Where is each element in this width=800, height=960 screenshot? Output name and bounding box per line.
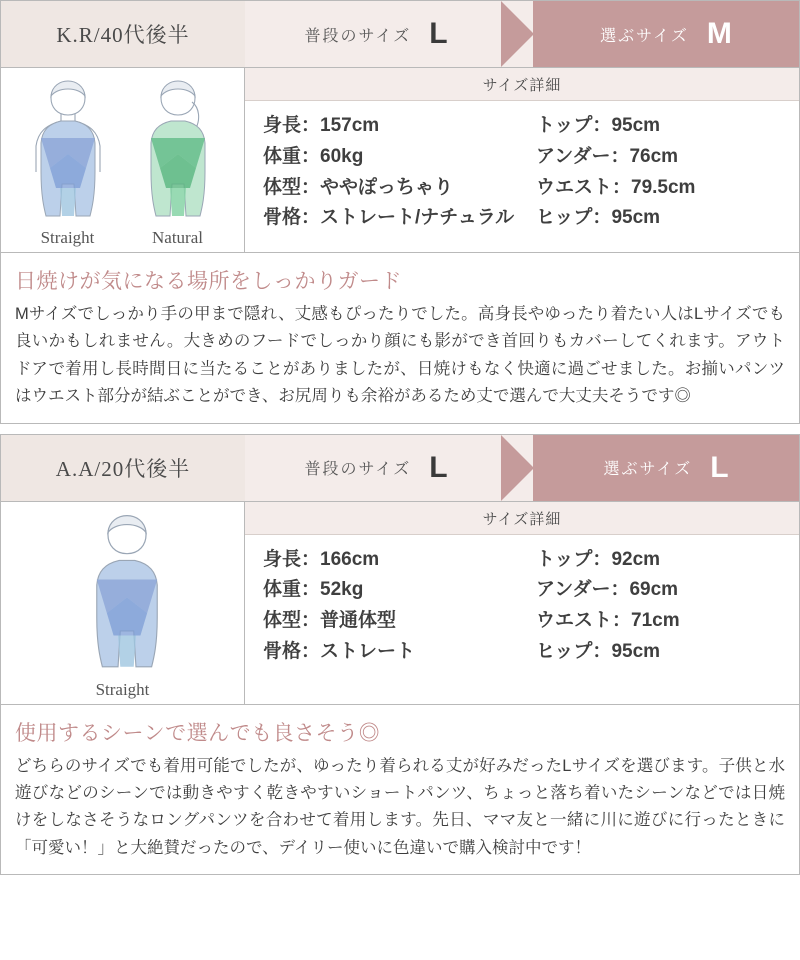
review-card-2: [0, 434, 800, 876]
detail-value: 60kg: [320, 145, 364, 167]
usual-size-block: [245, 1, 533, 67]
size-detail-right-column: [526, 111, 799, 234]
detail-value: 166cm: [320, 548, 380, 570]
detail-row: [536, 173, 799, 204]
body-figure-caption: Natural: [152, 228, 203, 247]
comment-body: Mサイズでしっかり手の甲まで隠れ、丈感もぴったりでした。高身長やゆったり着たい人はLサイズでも良いかもしれません。大きめのフードでしっかり顔にも影ができ首回りもカバーしてくれます。アウトドアで着用し長時間日に当たることがありましたが、日焼けもなく快適に過ごせました。お揃いパンツはウエスト部分が結ぶことができ、お尻周りも余裕があるため丈で選んで大丈夫そうです◎: [15, 305, 785, 406]
detail-key: ヒップ：: [536, 640, 612, 662]
review-comment-1: [1, 253, 799, 423]
choose-size-value: M: [706, 17, 732, 50]
detail-key: ヒップ：: [536, 207, 612, 229]
detail-value: 95cm: [611, 115, 661, 136]
detail-value: 普通体型: [320, 610, 397, 632]
choose-size-block: [533, 1, 799, 67]
usual-size-value: L: [429, 17, 448, 50]
detail-row: [263, 203, 526, 234]
detail-value: 79.5cm: [631, 176, 696, 198]
detail-value: ストレート: [320, 640, 416, 662]
choose-size-value: L: [710, 450, 729, 484]
detail-row: [536, 203, 799, 234]
size-detail-2: [245, 502, 799, 704]
detail-key: 骨格：: [263, 640, 321, 662]
size-detail-right-column: [526, 545, 799, 668]
detail-value: ストレート/ナチュラル: [320, 207, 515, 229]
comment-body: どちらのサイズでも着用可能でしたが、ゆったり着られる丈が好みだったLサイズを選びます。子供と水遊びなどのシーンでは動きやすく乾きやすいショートパンツ、ちょっと落ち着いたシーンなどでは日焼けをしなさそうなロングパンツを合わせて着用します。先日、ママ友と一緒に川に遊びに行ったときに「可愛い！」と大絶賛だったので、デイリー使いに色違いで購入検討中です！: [15, 756, 785, 857]
detail-row: [263, 111, 526, 142]
size-detail-grid: [245, 535, 799, 676]
size-detail-left-column: [245, 111, 526, 234]
detail-value: 157cm: [320, 115, 380, 136]
detail-key: 身長：: [263, 115, 321, 136]
detail-row: [263, 606, 526, 637]
detail-value: 76cm: [629, 145, 679, 167]
detail-key: 体重：: [263, 579, 321, 601]
reviewer-name: A.A/20代後半: [1, 435, 245, 501]
review-header-2: [1, 435, 799, 502]
detail-value: 95cm: [611, 640, 661, 662]
reviewer-name: K.R/40代後半: [1, 1, 245, 67]
usual-size-value: L: [429, 450, 448, 484]
body-figure-straight: [13, 76, 123, 248]
usual-size-label: 普段のサイズ: [304, 27, 412, 45]
detail-key: 身長：: [263, 548, 321, 570]
detail-value: 95cm: [611, 207, 661, 229]
body-figure-group: [1, 68, 245, 252]
detail-key: トップ：: [536, 548, 612, 570]
detail-key: アンダー：: [536, 579, 630, 601]
detail-key: 体重：: [263, 145, 321, 167]
detail-value: 52kg: [320, 579, 364, 601]
comment-title: 日焼けが気になる場所をしっかりガード: [15, 270, 402, 293]
female-body-straight-icon: [68, 510, 186, 678]
detail-row: [536, 142, 799, 173]
detail-row: [263, 173, 526, 204]
body-figure-natural: [123, 76, 233, 248]
usual-size-label: 普段のサイズ: [304, 461, 412, 478]
review-card-1: [0, 0, 800, 424]
detail-row: [536, 545, 799, 576]
detail-row: [263, 142, 526, 173]
detail-key: トップ：: [536, 115, 612, 136]
detail-row: [536, 637, 799, 668]
size-detail-title: サイズ詳細: [245, 68, 799, 101]
usual-size-block: [245, 435, 533, 501]
size-detail-left-column: [245, 545, 526, 668]
female-body-natural-icon: [126, 76, 230, 226]
detail-row: [536, 606, 799, 637]
detail-key: 骨格：: [263, 207, 321, 229]
detail-value: 71cm: [631, 610, 680, 632]
detail-key: 体型：: [263, 610, 321, 632]
detail-key: 体型：: [263, 176, 321, 198]
body-figure-straight: [68, 510, 178, 700]
detail-row: [263, 637, 526, 668]
detail-row: [536, 575, 799, 606]
comment-title: 使用するシーンで選んでも良さそう◎: [15, 721, 381, 745]
detail-key: ウエスト：: [536, 610, 632, 632]
detail-key: ウエスト：: [536, 176, 632, 198]
choose-size-label: 選ぶサイズ: [600, 27, 689, 45]
review-header-1: [1, 1, 799, 68]
review-body-2: [1, 502, 799, 705]
detail-row: [536, 111, 799, 142]
detail-row: [263, 575, 526, 606]
body-figure-caption: Straight: [95, 679, 150, 699]
review-comment-2: [1, 705, 799, 875]
body-figure-caption: Straight: [40, 228, 95, 247]
female-body-straight-icon: [16, 76, 120, 226]
choose-size-label: 選ぶサイズ: [603, 461, 693, 478]
body-figure-group: [1, 502, 245, 704]
size-detail-grid: [245, 101, 799, 242]
detail-key: アンダー：: [536, 145, 630, 167]
review-body-1: [1, 68, 799, 253]
size-detail-title: サイズ詳細: [245, 502, 799, 535]
choose-size-block: [533, 435, 799, 501]
detail-value: 92cm: [611, 548, 661, 570]
detail-value: ややぽっちゃり: [320, 176, 454, 198]
detail-row: [263, 545, 526, 576]
size-detail-1: [245, 68, 799, 252]
detail-value: 69cm: [629, 579, 679, 601]
